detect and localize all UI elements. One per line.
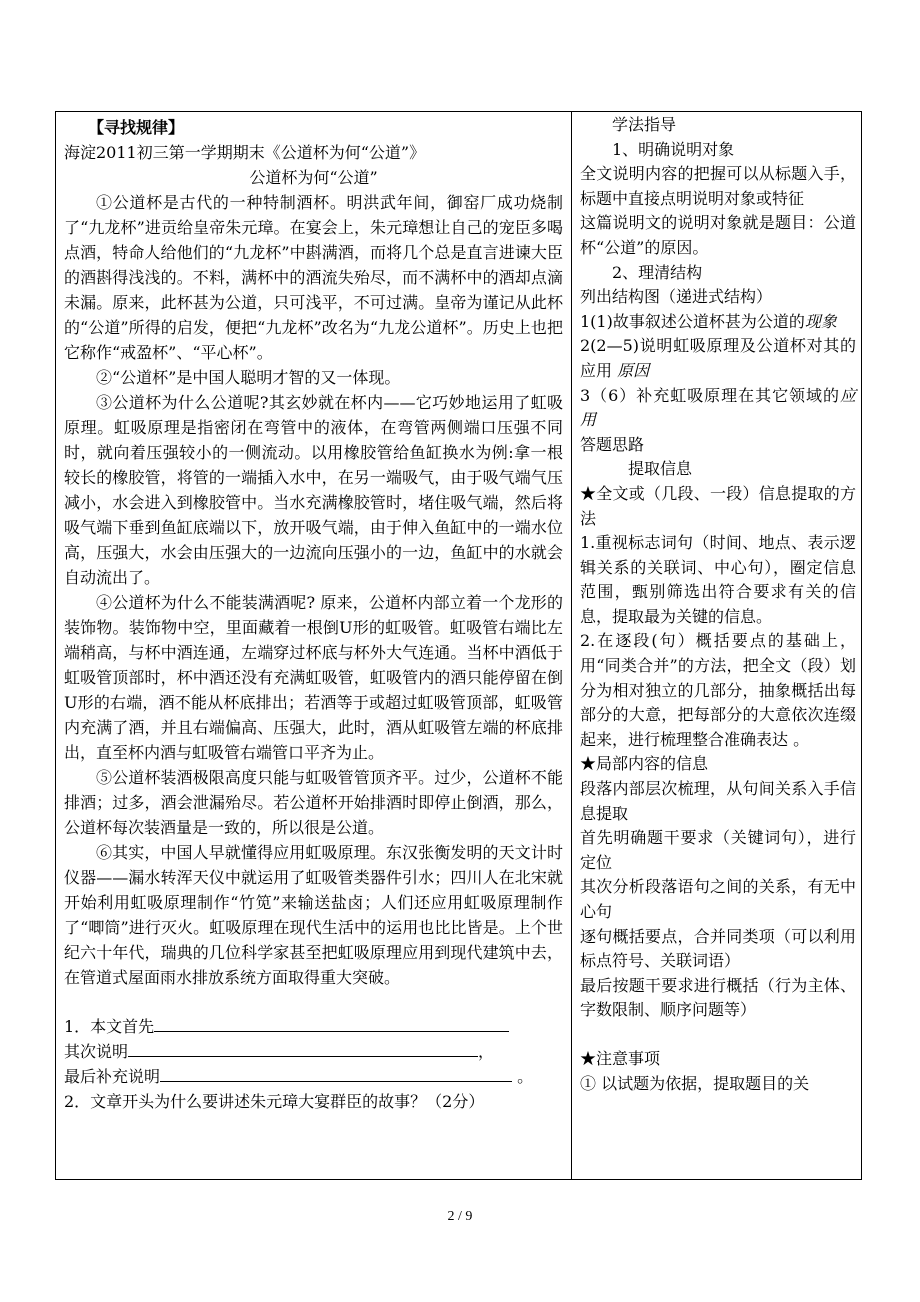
answer-idea-label: 答题思路 [580, 434, 645, 454]
question-1-first [64, 1014, 563, 1039]
structure-item-3-keyword: 应用 [580, 385, 856, 430]
structure-item-3 [580, 384, 856, 433]
local-step-1: 段落内部层次梳理，从句间关系入手信息提取 [580, 779, 856, 823]
structure-item-1-keyword: 现象 [804, 311, 837, 331]
paragraph-3: ③公道杯为什么公道呢?其玄妙就在杯内——它巧妙地运用了虹吸原理。虹吸原理是指密闭在弯管中的液体，在弯管两侧端口压强不同时，就向着压强较小的一侧流动。以用橡胶管给鱼缸换水为例:拿一根较长的橡胶管，将管的一端插入水中，在另一端吸气，由于吸气端气压减小，水会进入到橡胶管中。当水充满橡胶管时，堵住吸气端，然后将吸气端下垂到鱼缸底端以下，放开吸气端，由于伸入鱼缸中的一端水位高，压强大，水会由压强大的一边流向压强小的一边，鱼缸中的水就会自动流出了。 [64, 393, 563, 587]
local-step-5: 最后按题干要求进行概括（行为主体、字数限制、顺序问题等） [580, 975, 856, 1020]
local-step-4: 逐句概括要点，合并同类项（可以利用标点符号、关联词语） [580, 926, 856, 971]
structure-item-1 [580, 310, 856, 335]
worksheet-table [55, 111, 862, 1180]
question-1-last-end: 。 [517, 1067, 534, 1086]
step-2-title: 2、理清结构 [612, 262, 703, 282]
star-section-1: ★全文或（几段、一段）信息提取的方法 [580, 483, 856, 528]
extract-info-label: 提取信息 [628, 459, 693, 479]
question-1-last [64, 1064, 563, 1089]
paragraph-6: ⑥其实，中国人早就懂得应用虹吸原理。东汉张衡发明的天文计时仪器——漏水转浑天仪中就运用了虹吸管类器件引水；四川人在北宋就开始利用虹吸原理制作“竹笕”来输送盐卤；人们还应用虹吸原理制作了“唧筒”进行灭火。虹吸原理在现代生活中的运用也比比皆是。上个世纪六十年代，瑞典的几位科学家甚至把虹吸原理应用到现代建筑中去，在管道式屋面雨水排放系统方面取得重大突破。 [64, 843, 563, 987]
source-line: 海淀2011初三第一学期期末《公道杯为何“公道”》 [64, 143, 426, 162]
question-1-second [64, 1039, 563, 1064]
method-guide-column [572, 112, 861, 1179]
paragraph-5: ⑤公道杯装酒极限高度只能与虹吸管管顶齐平。过少，公道杯不能排酒；过多，酒会泄漏殆尽。若公道杯开始排酒时即停止倒酒，那么，公道杯每次装酒量是一致的，所以很是公道。 [64, 768, 563, 837]
step-1-title: 1、明确说明对象 [612, 139, 735, 159]
question-1-first-label: 1．本文首先 [64, 1017, 155, 1036]
local-step-2: 首先明确题干要求（关键词句），进行定位 [580, 828, 856, 872]
structure-item-2-keyword: 原因 [617, 360, 650, 380]
question-2: 2．文章开头为什么要讲述朱元璋大宴群臣的故事？（2分） [64, 1092, 485, 1111]
answer-blank-3[interactable] [160, 1066, 512, 1082]
paragraph-4: ④公道杯为什么不能装满酒呢? 原来，公道杯内部立着一个龙形的装饰物。装饰物中空，里面藏着一根倒U形的虹吸管。虹吸管右端比左端稍高，与杯中酒连通，左端穿过杯底与杯外大气连通。当杯中酒低于虹吸管顶部时，杯中酒还没有充满虹吸管，虹吸管内的酒只能停留在倒U形的右端，酒不能从杯底排出；若酒等于或超过虹吸管顶部，虹吸管内充满了酒，并且右端偏高、压强大，此时，酒从虹吸管左端的杯底排出，直至杯内酒与虹吸管右端管口平齐为止。 [64, 593, 563, 762]
question-1-second-end: ， [478, 1042, 495, 1061]
structure-item-2 [580, 334, 856, 383]
guide-heading: 学法指导 [612, 115, 677, 134]
section-heading: 【寻找规律】 [88, 118, 185, 137]
paragraph-2: ②“公道杯”是中国人聪明才智的又一体现。 [96, 368, 401, 387]
question-1-last-label: 最后补充说明 [64, 1067, 161, 1086]
structure-item-1-text: 1(1)故事叙述公道杯甚为公道的 [580, 311, 805, 331]
step-2-text: 列出结构图（递进式结构） [580, 287, 773, 307]
local-step-3: 其次分析段落语句之间的关系，有无中心句 [580, 877, 856, 921]
reading-column [56, 112, 572, 1179]
method-2: 2.在逐段(句）概括要点的基础上，用“同类合并”的方法，把全文（段）划分为相对独立的几部分，抽象概括出每部分的大意，把每部分的大意依次连缀起来，进行梳理整合准确表达 。 [580, 631, 856, 749]
answer-blank-2[interactable] [128, 1041, 478, 1057]
note-1: ① 以试题为依据，提取题目的关 [580, 1073, 810, 1093]
paragraph-1: ①公道杯是古代的一种特制酒杯。明洪武年间，御窑厂成功烧制了“九龙杯”进贡给皇帝朱元璋。在宴会上，朱元璋想让自己的宠臣多喝点酒，特命人给他们的“九龙杯”中斟满酒，而将几个总是直言进谏大臣的酒斟得浅浅的。不料，满杯中的酒流失殆尽，而不满杯中的酒却点滴未漏。原来，此杯甚为公道，只可浅平，不可过满。皇帝为谨记从此杯的“公道”所得的启发，便把“九龙杯”改名为“九龙公道杯”。历史上也把它称作“戒盈杯”、“平心杯”。 [64, 193, 563, 362]
step-1-text: 全文说明内容的把握可以从标题入手，标题中直接点明说明对象或特征 [580, 164, 856, 208]
method-1: 1.重视标志词句（时间、地点、表示逻辑关系的关联词、中心句），圈定信息范围，甄别筛选出符合要求有关的信息，提取最为关键的信息。 [580, 533, 856, 626]
page-number: 2 / 9 [447, 1209, 473, 1224]
step-1-example: 这篇说明文的说明对象就是题目：公道杯“公道”的原因。 [580, 213, 856, 257]
star-section-2: ★局部内容的信息 [580, 754, 709, 774]
structure-item-3-text: 3（6）补充虹吸原理在其它领域的 [580, 385, 840, 405]
answer-blank-1[interactable] [154, 1016, 509, 1032]
article-title: 公道杯为何“公道” [249, 168, 378, 187]
structure-item-2-text: 2(2—5)说明虹吸原理及公道杯对其的应用 [580, 336, 856, 380]
question-1-second-label: 其次说明 [64, 1042, 129, 1061]
star-section-3: ★注意事项 [580, 1048, 661, 1068]
